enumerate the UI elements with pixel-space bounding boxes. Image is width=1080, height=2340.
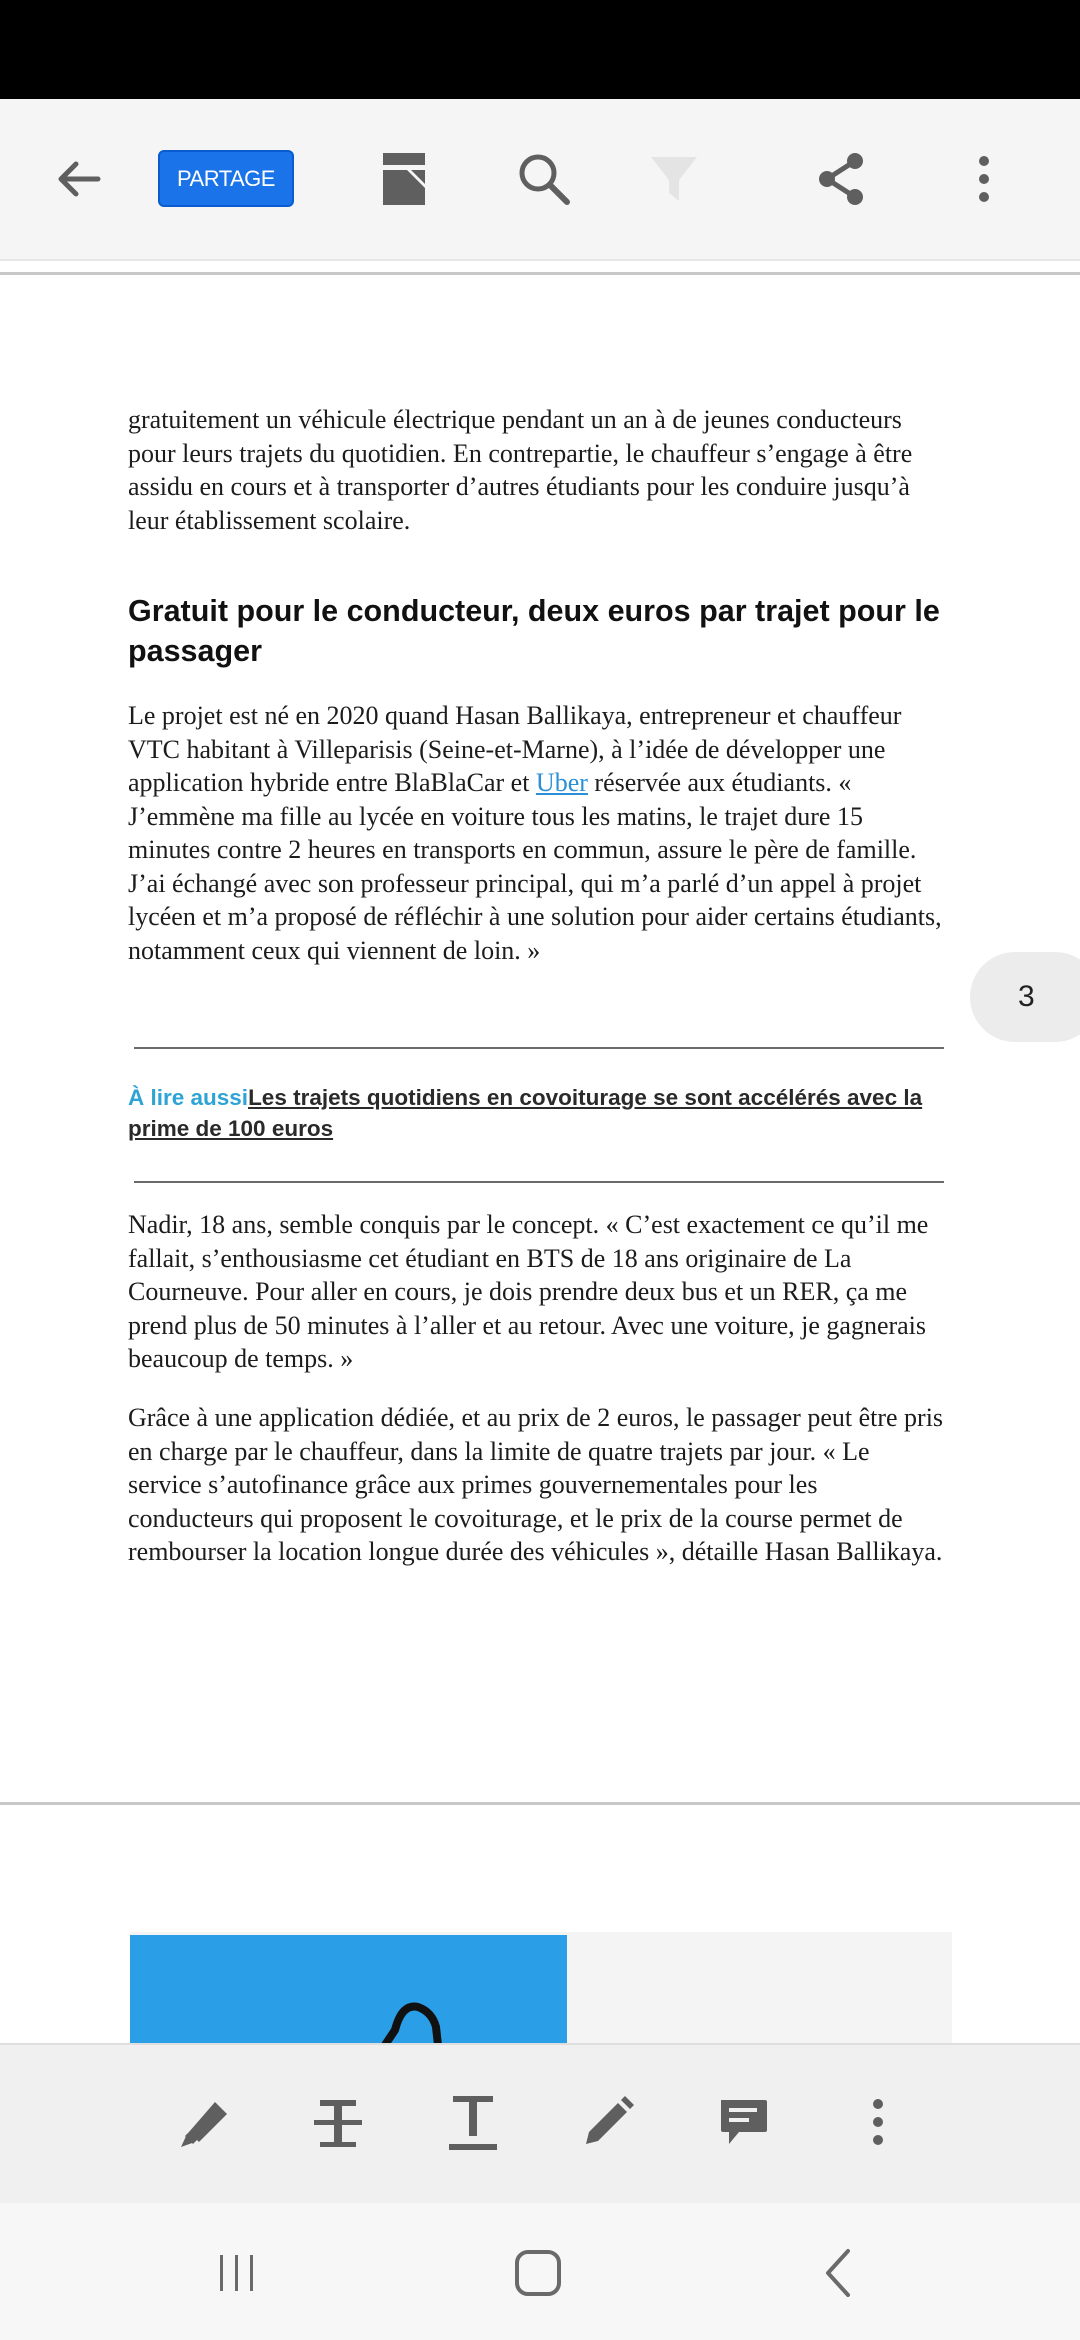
article-paragraph <box>128 699 948 967</box>
status-bar <box>0 0 1080 99</box>
page-view-icon <box>374 149 434 209</box>
article-paragraph: Nadir, 18 ans, semble conquis par le concept. « C’est exactement ce qu’il me fallait, s’enthousiasme cet étudiant en BTS de 18 ans originaire de La Courneuve. Pour aller en cours, je dois prendre deux bus et un RER, ça me prend plus de 50 minutes à l’aller et au retour. Avec une voiture, je gagnerais beaucoup de temps. » <box>128 1210 929 1373</box>
strikethrough-tool[interactable] <box>293 2077 383 2167</box>
article-image <box>130 1935 567 2045</box>
back-icon <box>810 2243 870 2303</box>
related-article-link[interactable]: Les trajets quotidiens en covoiturage se sont accélérés avec la prime de 100 euros <box>128 1085 923 1141</box>
home-icon <box>508 2243 568 2303</box>
divider <box>134 1181 944 1183</box>
search-button[interactable] <box>500 135 588 223</box>
more-vertical-icon <box>848 2092 908 2152</box>
share-icon <box>811 149 871 209</box>
related-article-label: À lire aussi <box>128 1085 249 1110</box>
comment-icon <box>713 2092 773 2152</box>
system-back-button[interactable] <box>800 2233 880 2313</box>
strikethrough-icon <box>308 2092 368 2152</box>
pencil-icon <box>578 2092 638 2152</box>
divider <box>134 1047 944 1049</box>
highlighter-icon <box>173 2092 233 2152</box>
underline-tool[interactable] <box>428 2077 518 2167</box>
text-underline-icon <box>443 2092 503 2152</box>
page-number-indicator[interactable]: 3 <box>970 952 1080 1042</box>
article-paragraph: Grâce à une application dédiée, et au prix de 2 euros, le passager peut être pris en charge par le chauffeur, dans la limite de quatre trajets par jour. « Le service s’autofinance grâce aux primes gouvernementales pour les conducteurs qui proposent le covoiturage, et le prix de la course permet de rembourser la location longue durée des véhicules », détaille Hasan Ballikaya. <box>128 1403 944 1566</box>
section-heading: Gratuit pour le conducteur, deux euros par trajet pour le passager <box>128 594 940 668</box>
back-button[interactable] <box>34 135 122 223</box>
back-arrow-icon <box>48 149 108 209</box>
partage-button[interactable]: PARTAGE <box>158 150 294 207</box>
home-button[interactable] <box>498 2233 578 2313</box>
pencil-tool[interactable] <box>563 2077 653 2167</box>
filter-icon <box>644 149 704 209</box>
more-vertical-icon <box>954 149 1014 209</box>
toolbar-divider <box>0 259 1080 261</box>
share-button[interactable] <box>797 135 885 223</box>
annotation-toolbar <box>0 2043 1080 2203</box>
paragraph-text: Le projet est né en 2020 quand Hasan Ballikaya, entrepreneur et chauffeur VTC habitant à Villeparisis (Seine-et-Marne), à l’idée de développer une application hybride entre BlaBlaCar et <box>128 701 902 797</box>
uber-link[interactable]: Uber <box>535 768 588 797</box>
comment-tool[interactable] <box>698 2077 788 2167</box>
related-article <box>128 1082 948 1144</box>
recent-apps-icon <box>206 2243 266 2303</box>
page-view-button[interactable] <box>360 135 448 223</box>
annotation-more-button[interactable] <box>833 2077 923 2167</box>
recent-apps-button[interactable] <box>196 2233 276 2313</box>
highlighter-tool[interactable] <box>158 2077 248 2167</box>
paragraph-text: réservée aux étudiants. « J’emmène ma fille au lycée en voiture tous les matins, le trajet dure 15 minutes contre 2 heures en transports en commun, assure le père de famille. J’ai échangé avec son professeur principal, qui m’a parlé d’un appel à projet lycéen et m’a proposé de réfléchir à une solution pour aider certains étudiants, notamment ceux qui viennent de loin. » <box>128 768 942 965</box>
article-paragraph: gratuitement un véhicule électrique pendant un an à de jeunes conducteurs pour leurs trajets du quotidien. En contrepartie, le chauffeur s’engage à être assidu en cours et à transporter d’autres étudiants pour les conduire jusqu’à leur établissement scolaire. <box>128 405 913 535</box>
illustration-figure <box>130 1935 567 2045</box>
search-icon <box>514 149 574 209</box>
document-page <box>0 275 1080 1805</box>
filter-button[interactable] <box>630 135 718 223</box>
app-toolbar <box>0 99 1080 259</box>
next-document-page <box>0 1805 1080 2045</box>
system-navigation-bar <box>0 2203 1080 2340</box>
more-options-button[interactable] <box>940 135 1028 223</box>
